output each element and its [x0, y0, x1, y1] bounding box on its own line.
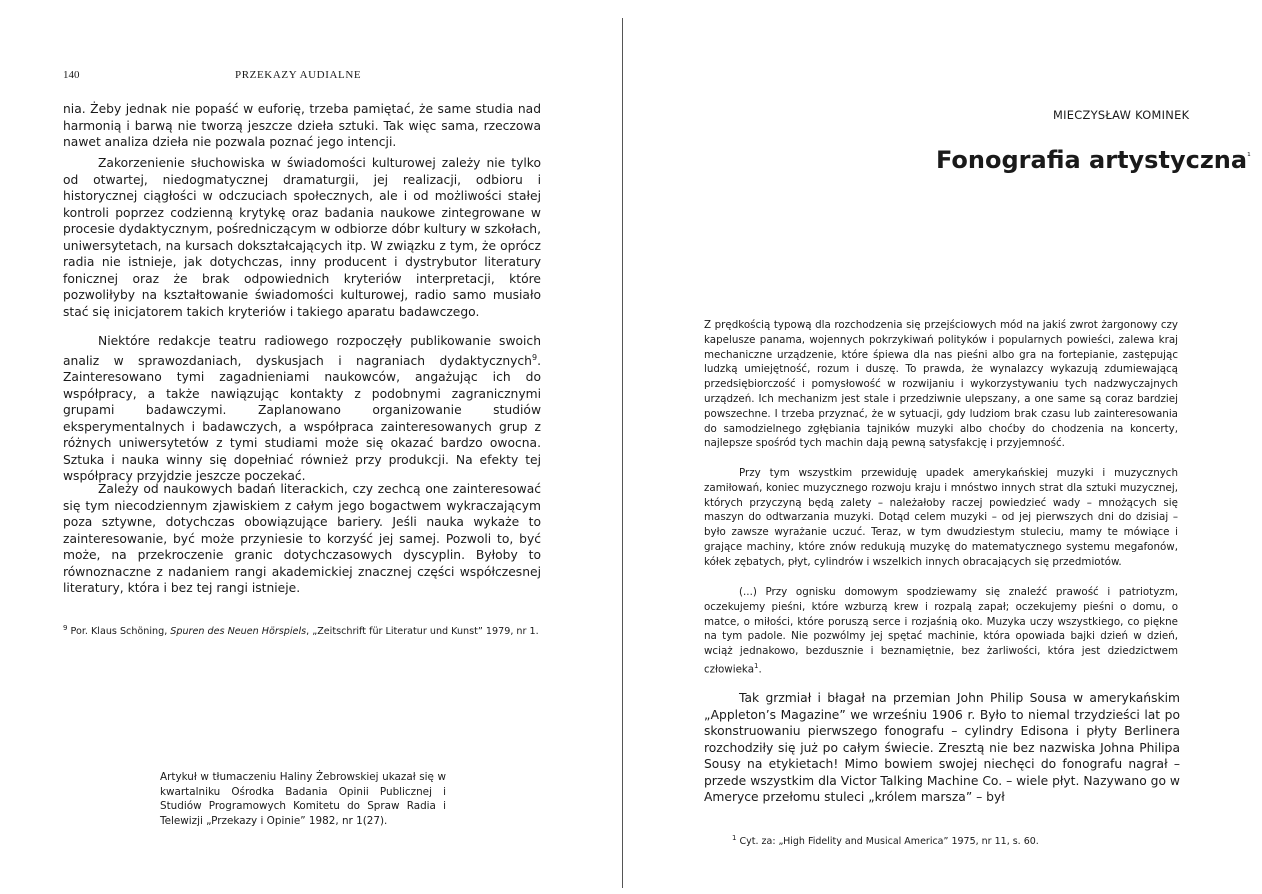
right-footnote-text: Cyt. za: „High Fidelity and Musical America” 1975, nr 11, s. 60. [736, 836, 1039, 848]
left-paragraph-3-text: Niektóre redakcje teatru radiowego rozpoczęły publikowanie swoich analiz w sprawozdaniach, dyskusjach i nagraniach dydaktycznych [63, 334, 541, 368]
footnote-title: Spuren des Neuen Hörspiels [170, 626, 307, 638]
footnote-text-b: , „Zeitschrift für Literatur und Kunst” 1979, nr 1. [306, 626, 539, 638]
page-gutter-divider [622, 18, 623, 888]
footnote-ref-9: 9 [531, 352, 538, 362]
left-paragraph-3: Niektóre redakcje teatru radiowego rozpoczęły publikowanie swoich analiz w sprawozdaniach, dyskusjach i nagraniach dydaktycznych$^9$. Zainteresowano tymi zagadnieniami naukowców, angażując ich do współpracy, a także nawiązując kontakty z podobnymi zagranicznymi grupami badawczymi. Zaplanowano organizowanie studiów eksperymentalnych i badawczych, a współpraca zainteresowanych grup z różnych uniwersytetów z tymi studiami może się okazać bardzo owocna. Sztuka i nauka winny się dopełniać również przy produkcji. Na efekty tej współpracy przyjdzie jeszcze poczekać. [63, 334, 541, 484]
title-note-mark: ¹ [1247, 152, 1251, 162]
article-author: MIECZYSŁAW KOMINEK [1053, 108, 1190, 122]
right-footnote-mark: 1 [732, 834, 737, 842]
footnote-mark: 9 [63, 624, 68, 632]
left-paragraph-4: Zależy od naukowych badań literackich, czy zechcą one zainteresować się tym niecodziennym zjawiskiem z całym jego bogactwem wykraczającym poza sztywne, dotychczas obowiązujące bariery. Jeśli nauka wykaże to zainteresowanie, być może przyniesie to korzyść jej samej. Pozwoli to, być może, na przekroczenie granic dotychczasowych dyscyplin. Byłoby to równoznaczne z nadaniem rangi akademickiej znacznej części współczesnej literatury, która i bez tej rangi istnieje. [63, 482, 541, 595]
quote-footnote-ref: 1 [754, 661, 759, 670]
translation-note: Artykuł w tłumaczeniu Haliny Żebrowskiej ukazał się w kwartalniku Ośrodka Badania Opinii Publicznej i Studiów Programowych Komitetu do Spraw Radia i Telewizji „Przekazy i Opinie” 1982, nr 1(27). [160, 771, 446, 827]
left-footnote [63, 622, 541, 638]
left-paragraph-2: Zakorzenienie słuchowiska w świadomości kulturowej zależy nie tylko od otwartej, niedogmatycznej dramaturgii, jej realizacji, odbioru i historycznej ciągłości w odczuciach społecznych, ale i od możliwości stałej kontroli poprzez codzienną krytykę oraz badania naukowe zintegrowane w procesie dydaktycznym, pośredniczącym w odbiorze dóbr kultury w szkołach, uniwersytetach, na kursach dokształcających itp. W związku z tym, że oprócz radia nie istnieje, jak dotychczas, inny producent i dystrybutor literatury fonicznej oraz że brak odpowiednich kryteriów interpretacji, które pozwoliłyby na kształtowanie świadomości kulturowej, radio samo musiało stać się inicjatorem takich kryteriów i takiego aparatu badawczego. [63, 156, 541, 319]
left-paragraph-3b-text: Zainteresowano tymi zagadnieniami naukowców, angażując ich do współpracy, a także nawiązując kontakty z podobnymi zagranicznymi grupami badawczymi. Zaplanowano organizowanie studiów eksperymentalnych i badawczych, a współpraca zainteresowanych grup z różnych uniwersytetów z tymi studiami może się okazać bardzo owocna. Sztuka i nauka winny się dopełniać również przy produkcji. Na efekty tej współpracy przyjdzie jeszcze poczekać. [63, 370, 541, 484]
article-title [936, 146, 1251, 174]
article-title-text: Fonografia artystyczna [936, 146, 1248, 174]
right-footnote [732, 834, 1172, 847]
quote-paragraph-3: (...) Przy ognisku domowym spodziewamy się znaleźć prawość i patriotyzm, oczekujemy pieśni, które wzburzą krew i rozpalą zapał; oczekujemy pieśni o domu, o matce, o miłości, które poruszą serce i rozjaśnią oko. Muzyka uczy wszystkiego, co piękne na tym padole. Nie pozwólmy jej spętać machinie, która opowiada bajki dzień w dzień, wciąż jednakowo, bezdusznie i beznamiętnie, bez żarliwości, która jest dziedzictwem człowieka$^1$. [704, 586, 1178, 676]
left-paragraph-1: nia. Żeby jednak nie popaść w euforię, trzeba pamiętać, że same studia nad harmonią i barwą nie tworzą jeszcze dzieła sztuki. Tak więc sama, rzeczowa nawet analiza dzieła nie pozwala poznać jego intencji. [63, 102, 541, 149]
quote-paragraph-2: Przy tym wszystkim przewiduję upadek amerykańskiej muzyki i muzycznych zamiłowań, koniec muzycznego rozwoju kraju i mnóstwo innych strat dla sztuki muzycznej, których przyczyną będą zalety – należałoby raczej powiedzieć wady – mnożących się maszyn do odtwarzania muzyki. Dotąd celem muzyki – od jej pierwszych dni do dzisiaj – było zawsze wyrażanie uczuć. Teraz, w tym dwudziestym stuleciu, mamy te mówiące i grające machiny, które znów redukują muzykę do matematycznego systemu megafonów, kółek zębatych, płyt, cylindrów i wszelkich innych obracających się przedmiotów. [704, 467, 1178, 568]
right-body-paragraph: Tak grzmiał i błagał na przemian John Philip Sousa w amerykańskim „Appleton’s Magazine” we wrześniu 1906 r. Było to niemal trzydzieści lat po skonstruowaniu pierwszego fonografu – cylindry Edisona i płyty Berlinera rozchodziły się już po całym świecie. Zresztą nie bez nazwiska Johna Philipa Sousy na etykietach! Mimo bowiem swojej niechęci do fonografu nagrał – przede wszystkim dla Victor Talking Machine Co. – wiele płyt. Nazywano go w Ameryce przełomu stuleci „królem marsza” – był [704, 691, 1180, 804]
page-number: 140 [63, 69, 80, 81]
footnote-text-a: Por. Klaus Schöning, [67, 626, 171, 638]
quote-paragraph-3-text: (...) Przy ognisku domowym spodziewamy się znaleźć prawość i patriotyzm, oczekujemy pieśni, które wzburzą krew i rozpalą zapał; oczekujemy pieśni o domu, o matce, o miłości, które poruszą serce i rozjaśnią oko. Muzyka uczy wszystkiego, co piękne na tym padole. Nie pozwólmy jej spętać machinie, która opowiada bajki dzień w dzień, wciąż jednakowo, bezdusznie i beznamiętnie, bez żarliwości, która jest dziedzictwem człowieka [704, 586, 1178, 676]
running-head: PRZEKAZY AUDIALNE [235, 69, 362, 81]
quote-paragraph-1: Z prędkością typową dla rozchodzenia się przejściowych mód na jakiś zwrot żargonowy czy kapelusze panama, wojennych pokrzykiwań polityków i popularnych powieści, zalewa kraj mechaniczne urządzenie, które śpiewa dla nas pieśni albo gra na fortepianie, zastępując ludzką umiejętność, rozum i duszę. To prawda, że wynalazcy wykazują zdumiewającą przedsiębiorczość i pomysłowość w rozwijaniu i wykorzystywaniu tych nadzwyczajnych urządzeń. Ich mechanizm jest stale i przedziwnie ulepszany, a one same są coraz bardziej powszechne. I trzeba przyznać, że w sytuacji, gdy ludziom brak czasu lub zainteresowania do samodzielnego zgłębiania tajników muzyki albo choćby do chodzenia na koncerty, najlepsze spośród tych machin dają pewną satysfakcję i przyjemność. [704, 319, 1178, 450]
